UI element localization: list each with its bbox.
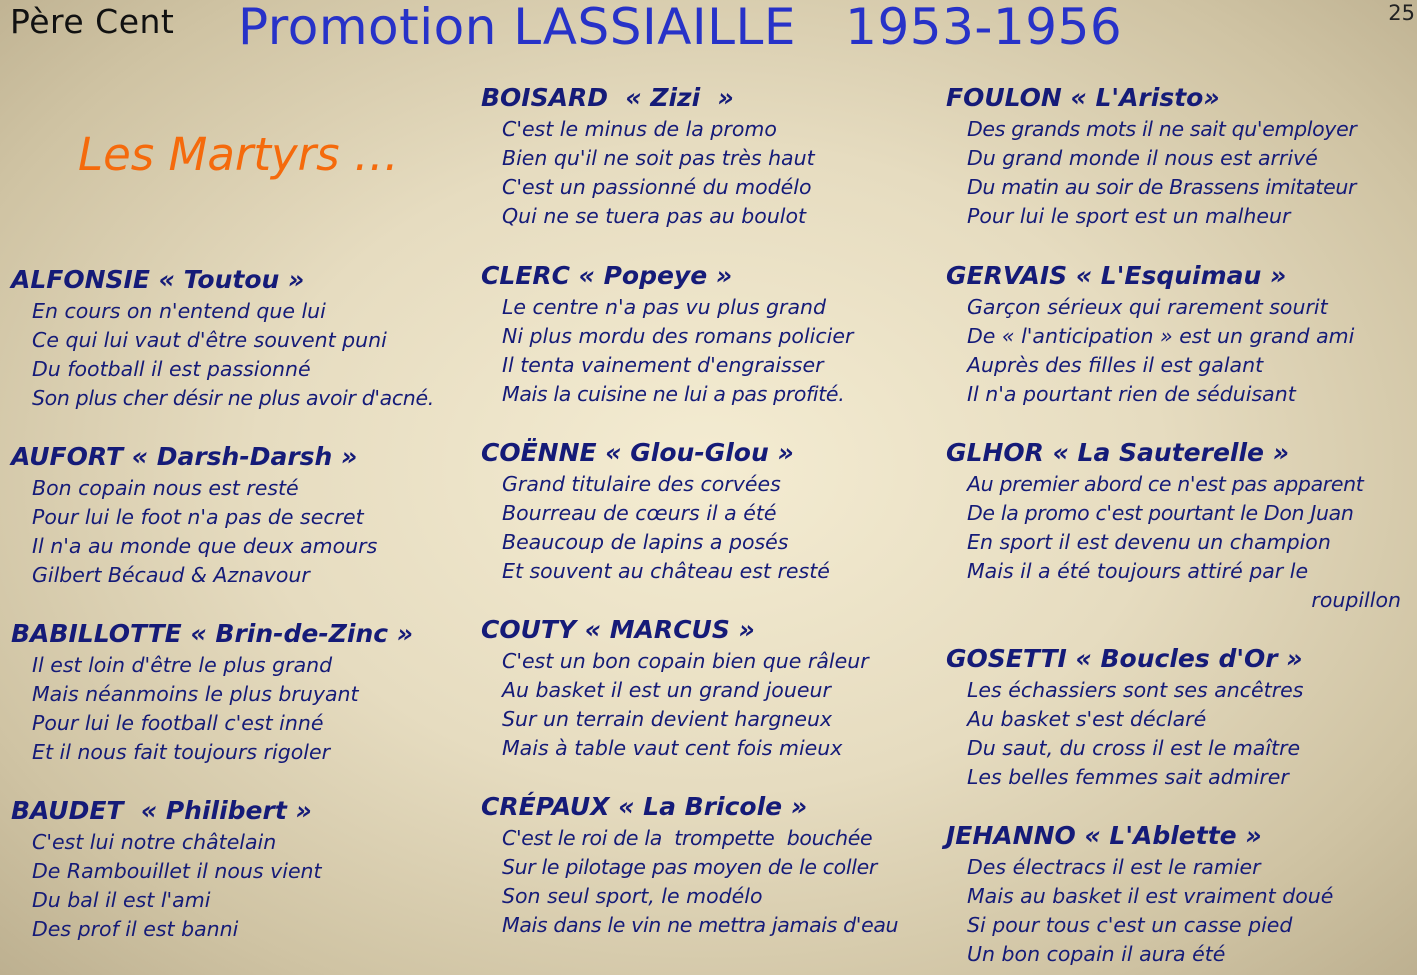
verse-line: C'est un passionné du modélo bbox=[502, 175, 812, 199]
entry-baudet bbox=[11, 794, 322, 944]
corner-text: Père Cent bbox=[10, 2, 175, 41]
verse-line: De Rambouillet il nous vient bbox=[32, 859, 322, 883]
entry-verse bbox=[11, 651, 413, 767]
verse-line: Bon copain nous est resté bbox=[32, 476, 299, 500]
verse-line: Sur un terrain devient hargneux bbox=[502, 707, 833, 731]
entry-verse bbox=[11, 297, 434, 413]
verse-line: Des grands mots il ne sait qu'employer bbox=[967, 117, 1357, 141]
verse-line: Gilbert Bécaud & Aznavour bbox=[32, 563, 310, 587]
entry-gosetti bbox=[946, 642, 1303, 792]
verse-line: Son plus cher désir ne plus avoir d'acné. bbox=[32, 386, 434, 410]
entry-verse bbox=[481, 824, 898, 940]
entry-clerc bbox=[481, 259, 853, 409]
verse-line: Et souvent au château est resté bbox=[502, 559, 830, 583]
entry-verse bbox=[481, 647, 869, 763]
entry-couty bbox=[481, 613, 869, 763]
verse-line: Du matin au soir de Brassens imitateur bbox=[967, 175, 1357, 199]
verse-line: Grand titulaire des corvées bbox=[502, 472, 781, 496]
verse-line: Mais la cuisine ne lui a pas profité. bbox=[502, 382, 845, 406]
verse-line: Ce qui lui vaut d'être souvent puni bbox=[32, 328, 387, 352]
entry-foulon bbox=[946, 81, 1356, 231]
verse-line: Bourreau de cœurs il a été bbox=[502, 501, 777, 525]
entry-name: AUFORT « Darsh-Darsh » bbox=[11, 442, 358, 471]
entry-aufort bbox=[11, 440, 377, 590]
verse-line: Mais à table vaut cent fois mieux bbox=[502, 736, 843, 760]
verse-line: C'est le roi de la trompette bouchée bbox=[502, 826, 873, 850]
verse-line: Mais au basket il est vraiment doué bbox=[967, 884, 1334, 908]
verse-line: Le centre n'a pas vu plus grand bbox=[502, 295, 827, 319]
entry-verse bbox=[481, 115, 815, 231]
verse-line: Les belles femmes sait admirer bbox=[967, 765, 1289, 789]
entry-name: BAUDET « Philibert » bbox=[11, 796, 312, 825]
verse-line: Il est loin d'être le plus grand bbox=[32, 653, 333, 677]
verse-line: Pour lui le sport est un malheur bbox=[967, 204, 1291, 228]
verse-line: Beaucoup de lapins a posés bbox=[502, 530, 789, 554]
entry-verse bbox=[946, 115, 1356, 231]
entry-glhor bbox=[946, 436, 1411, 615]
verse-line: Bien qu'il ne soit pas très haut bbox=[502, 146, 815, 170]
entry-name: COËNNE « Glou-Glou » bbox=[481, 438, 794, 467]
entry-verse bbox=[481, 293, 853, 409]
verse-line: Ni plus mordu des romans policier bbox=[502, 324, 854, 348]
verse-line: Un bon copain il aura été bbox=[967, 942, 1226, 966]
verse-line: Et il nous fait toujours rigoler bbox=[32, 740, 331, 764]
verse-line: En sport il est devenu un champion bbox=[967, 530, 1331, 554]
verse-line: Il n'a au monde que deux amours bbox=[32, 534, 378, 558]
entry-name: BABILLOTTE « Brin-de-Zinc » bbox=[11, 619, 414, 648]
verse-line: Les échassiers sont ses ancêtres bbox=[967, 678, 1304, 702]
verse-line: C'est le minus de la promo bbox=[502, 117, 777, 141]
entry-name: CRÉPAUX « La Bricole » bbox=[481, 792, 808, 821]
verse-line: Du grand monde il nous est arrivé bbox=[967, 146, 1318, 170]
entry-name: COUTY « MARCUS » bbox=[481, 615, 755, 644]
verse-line: Garçon sérieux qui rarement sourit bbox=[967, 295, 1328, 319]
verse-line: Mais il a été toujours attiré par le bbox=[967, 559, 1309, 583]
verse-line: Du bal il est l'ami bbox=[32, 888, 211, 912]
verse-line: Des prof il est banni bbox=[32, 917, 239, 941]
verse-line: Si pour tous c'est un casse pied bbox=[967, 913, 1293, 937]
verse-line: De « l'anticipation » est un grand ami bbox=[967, 324, 1355, 348]
entry-jehanno bbox=[946, 819, 1333, 969]
entry-name: GOSETTI « Boucles d'Or » bbox=[946, 644, 1303, 673]
entry-name: CLERC « Popeye » bbox=[481, 261, 733, 290]
verse-line: Qui ne se tuera pas au boulot bbox=[502, 204, 807, 228]
verse-line: C'est lui notre châtelain bbox=[32, 830, 277, 854]
entry-alfonsie bbox=[11, 263, 434, 413]
entry-verse bbox=[946, 293, 1354, 409]
verse-line: Au basket s'est déclaré bbox=[967, 707, 1207, 731]
verse-line: De la promo c'est pourtant le Don Juan bbox=[967, 501, 1354, 525]
verse-line: Pour lui le foot n'a pas de secret bbox=[32, 505, 364, 529]
page-number: 25 bbox=[1388, 1, 1415, 25]
verse-line: Mais dans le vin ne mettra jamais d'eau bbox=[502, 913, 899, 937]
entry-name: BOISARD « Zizi » bbox=[481, 83, 734, 112]
entry-name: FOULON « L'Aristo» bbox=[946, 83, 1220, 112]
verse-line: Mais néanmoins le plus bruyant bbox=[32, 682, 359, 706]
verse-line: C'est un bon copain bien que râleur bbox=[502, 649, 869, 673]
entry-gervais bbox=[946, 259, 1354, 409]
page-subtitle: Les Martyrs … bbox=[78, 128, 399, 181]
entry-verse bbox=[481, 470, 830, 586]
verse-line: Du saut, du cross il est le maître bbox=[967, 736, 1301, 760]
verse-line: Du football il est passionné bbox=[32, 357, 311, 381]
entry-coenne bbox=[481, 436, 830, 586]
entry-babillotte bbox=[11, 617, 413, 767]
verse-line: roupillon bbox=[1311, 588, 1401, 612]
verse-line: Des électracs il est le ramier bbox=[967, 855, 1261, 879]
verse-line: Son seul sport, le modélo bbox=[502, 884, 763, 908]
entry-name: GERVAIS « L'Esquimau » bbox=[946, 261, 1287, 290]
entry-crepaux bbox=[481, 790, 898, 940]
verse-line: En cours on n'entend que lui bbox=[32, 299, 326, 323]
verse-line: Au basket il est un grand joueur bbox=[502, 678, 831, 702]
verse-line: Auprès des filles il est galant bbox=[967, 353, 1264, 377]
verse-line: Il n'a pourtant rien de séduisant bbox=[967, 382, 1296, 406]
entry-name: ALFONSIE « Toutou » bbox=[11, 265, 305, 294]
entry-name: JEHANNO « L'Ablette » bbox=[946, 821, 1262, 850]
entry-verse bbox=[946, 470, 1411, 615]
entry-verse bbox=[11, 828, 322, 944]
entry-boisard bbox=[481, 81, 815, 231]
entry-verse bbox=[946, 676, 1303, 792]
entry-verse bbox=[11, 474, 377, 590]
verse-line: Au premier abord ce n'est pas apparent bbox=[967, 472, 1364, 496]
verse-line: Pour lui le football c'est inné bbox=[32, 711, 324, 735]
entry-verse bbox=[946, 853, 1333, 969]
verse-line: Sur le pilotage pas moyen de le coller bbox=[502, 855, 877, 879]
entry-name: GLHOR « La Sauterelle » bbox=[946, 438, 1289, 467]
verse-line: Il tenta vainement d'engraisser bbox=[502, 353, 824, 377]
page-title: Promotion LASSIAILLE 1953-1956 bbox=[238, 0, 1123, 56]
